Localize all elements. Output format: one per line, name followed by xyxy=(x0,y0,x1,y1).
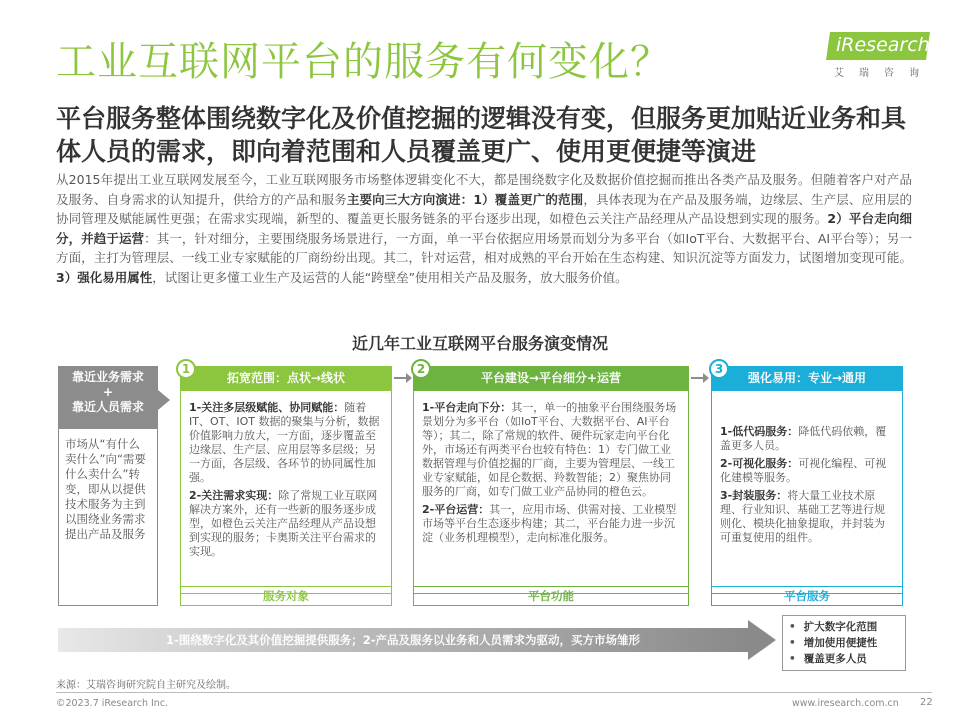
body-text-1: 从2015年提出工业互联网发展至今，工业互联网服务市场整体逻辑变化不大，都是围绕数字化及数据价值挖掘而推出各类产品及服务。但随着客户对产品及服务、自身需求的认知提升，供给方的产品和服务 xyxy=(56,172,912,207)
left-header-arrow-icon xyxy=(158,390,170,410)
column-3-item-2: 2-可视化服务：可视化编程、可视化建模等服务。 xyxy=(720,457,887,484)
column-2-header: 平台建设→平台细分+运营 xyxy=(413,366,689,390)
left-header-line-2: 靠近人员需求 xyxy=(71,400,144,414)
column-1 xyxy=(180,366,392,594)
page-subtitle: 平台服务整体围绕数字化及价值挖掘的逻辑没有变，但服务更加贴近业务和具体人员的需求，即向着范围和人员覆盖更广、使用更便捷等演进 xyxy=(56,104,907,166)
column-3-footer: 平台服务 xyxy=(711,586,903,606)
column-3 xyxy=(711,366,903,594)
arrow-2-to-3-icon xyxy=(691,377,703,379)
column-2 xyxy=(413,366,689,594)
page-number: 22 xyxy=(920,697,933,708)
column-3-item-1: 1-低代码服务：降低代码依赖，覆盖更多人员。 xyxy=(720,425,887,452)
bottom-arrow-label: 1-围绕数字化及其价值挖掘提供服务；2-产品及服务以业务和人员需求为驱动，买方市场雏形 xyxy=(165,633,641,647)
bottom-arrow xyxy=(58,620,778,660)
iresearch-logo xyxy=(820,32,932,80)
copyright: ©2023.7 iResearch Inc. xyxy=(56,698,169,709)
page-title: 工业互联网平台的服务有何变化？ xyxy=(56,39,671,85)
column-1-body xyxy=(180,390,392,594)
column-2-footer: 平台功能 xyxy=(413,586,689,606)
result-item-1: • 扩大数字化范围 xyxy=(789,619,899,635)
step-1-badge: 1 xyxy=(176,359,196,379)
bottom-arrow-head-icon xyxy=(748,620,776,660)
diagram-title: 近几年工业互联网平台服务演变情况 xyxy=(351,334,608,353)
footer-divider xyxy=(56,692,932,693)
logo-text: iResearch xyxy=(836,34,930,56)
column-1-item-2: 2-关注需求实现：除了常规工业互联网解决方案外，还有一些新的服务逐步成型，如橙色云关注产品经理从产品设想到实现的服务；卡奥斯关注平台需求的实现。 xyxy=(189,489,378,558)
left-header-plus: + xyxy=(102,385,114,399)
body-bold-1: 主要向三大方向演进：1）覆盖更广的范围 xyxy=(346,191,584,207)
column-2-body xyxy=(413,390,689,594)
result-item-3: • 覆盖更多人员 xyxy=(789,651,899,667)
body-text-3: ：其一，针对细分，主要围绕服务场景进行，一方面，单一平台依据应用场景而划分为多平台（如IoT平台、大数据平台、AI平台等）；另一方面，主打为管理层、一线工业专家赋能的厂商纷纷出现。其二，针对运营，相对成熟的平台开始在生态构建、知识沉淀等方面发力，试图增加变现可能。 xyxy=(56,230,912,265)
column-2-item-1: 1-平台走向下分：其一，单一的抽象平台围绕服务场景划分为多平台（如IoT平台、大数据平台、AI平台等）；其二，除了常规的软件、硬件玩家走向平台化外，市场还有两类平台也较有特色：1）专门做工业数据管理与价值挖掘的厂商，主要为管理层、一线工业专家赋能，如昆仑数据、羚数智能；2）聚焦协同服务的厂商，如专门做工业产品协同的橙色云。 xyxy=(422,401,677,498)
left-header-line-1: 靠近业务需求 xyxy=(71,370,144,384)
column-2-item-2: 2-平台运营：其一，应用市场、供需对接、工业模型市场等平台生态逐步构建；其二，平台能力进一步沉淀（业务机理模型），走向标准化服务。 xyxy=(422,503,677,544)
logo-chinese: 艾瑞咨询 xyxy=(834,68,934,79)
column-3-header: 强化易用：专业→通用 xyxy=(711,366,903,390)
column-1-footer: 服务对象 xyxy=(180,586,392,606)
column-3-item-3: 3-封装服务：将大量工业技术原理、行业知识、基础工艺等进行规则化、模块化抽象提取，并封装为可重复使用的组件。 xyxy=(720,489,885,544)
website-link[interactable]: www.iresearch.com.cn xyxy=(792,698,899,709)
body-paragraph xyxy=(56,170,912,287)
left-header xyxy=(58,366,158,428)
body-bold-3: 3）强化易用属性 xyxy=(56,269,153,285)
column-1-header: 拓宽范围：点状→线状 xyxy=(180,366,392,390)
step-3-badge: 3 xyxy=(709,359,729,379)
left-description: 市场从“有什么卖什么”向“需要什么卖什么”转变，即从以提供技术服务为主到以围绕业务需求提出产品及服务 xyxy=(58,428,158,606)
result-box xyxy=(782,615,906,671)
column-1-item-1: 1-关注多层级赋能、协同赋能：随着IT、OT、IOT 数据的聚集与分析，数据价值影响力放大，一方面，逐步覆盖至边缘层、生产层、应用层等多层级；另一方面，各层级、各环节的协同属性加强。 xyxy=(189,401,380,484)
result-item-2: • 增加使用便捷性 xyxy=(789,635,899,651)
source-note: 来源：艾瑞咨询研究院自主研究及绘制。 xyxy=(56,680,236,691)
step-2-badge: 2 xyxy=(411,359,431,379)
body-text-4: ，试图让更多懂工业生产及运营的人能“跨壁垒”使用相关产品及服务，放大服务价值。 xyxy=(152,269,628,285)
body-text-2: ，具体表现为在产品及服务端，边缘层、生产层、应用层的协同管理及赋能属性更强；在需求实现端，新型的、覆盖更长服务链条的平台逐步出现，如橙色云关注产品经理从产品设想到实现的服务。 xyxy=(56,191,912,226)
arrow-1-to-2-icon xyxy=(394,377,406,379)
column-3-body xyxy=(711,390,903,594)
body-bold-2: 2）平台走向细分，并趋于运营 xyxy=(56,211,912,246)
